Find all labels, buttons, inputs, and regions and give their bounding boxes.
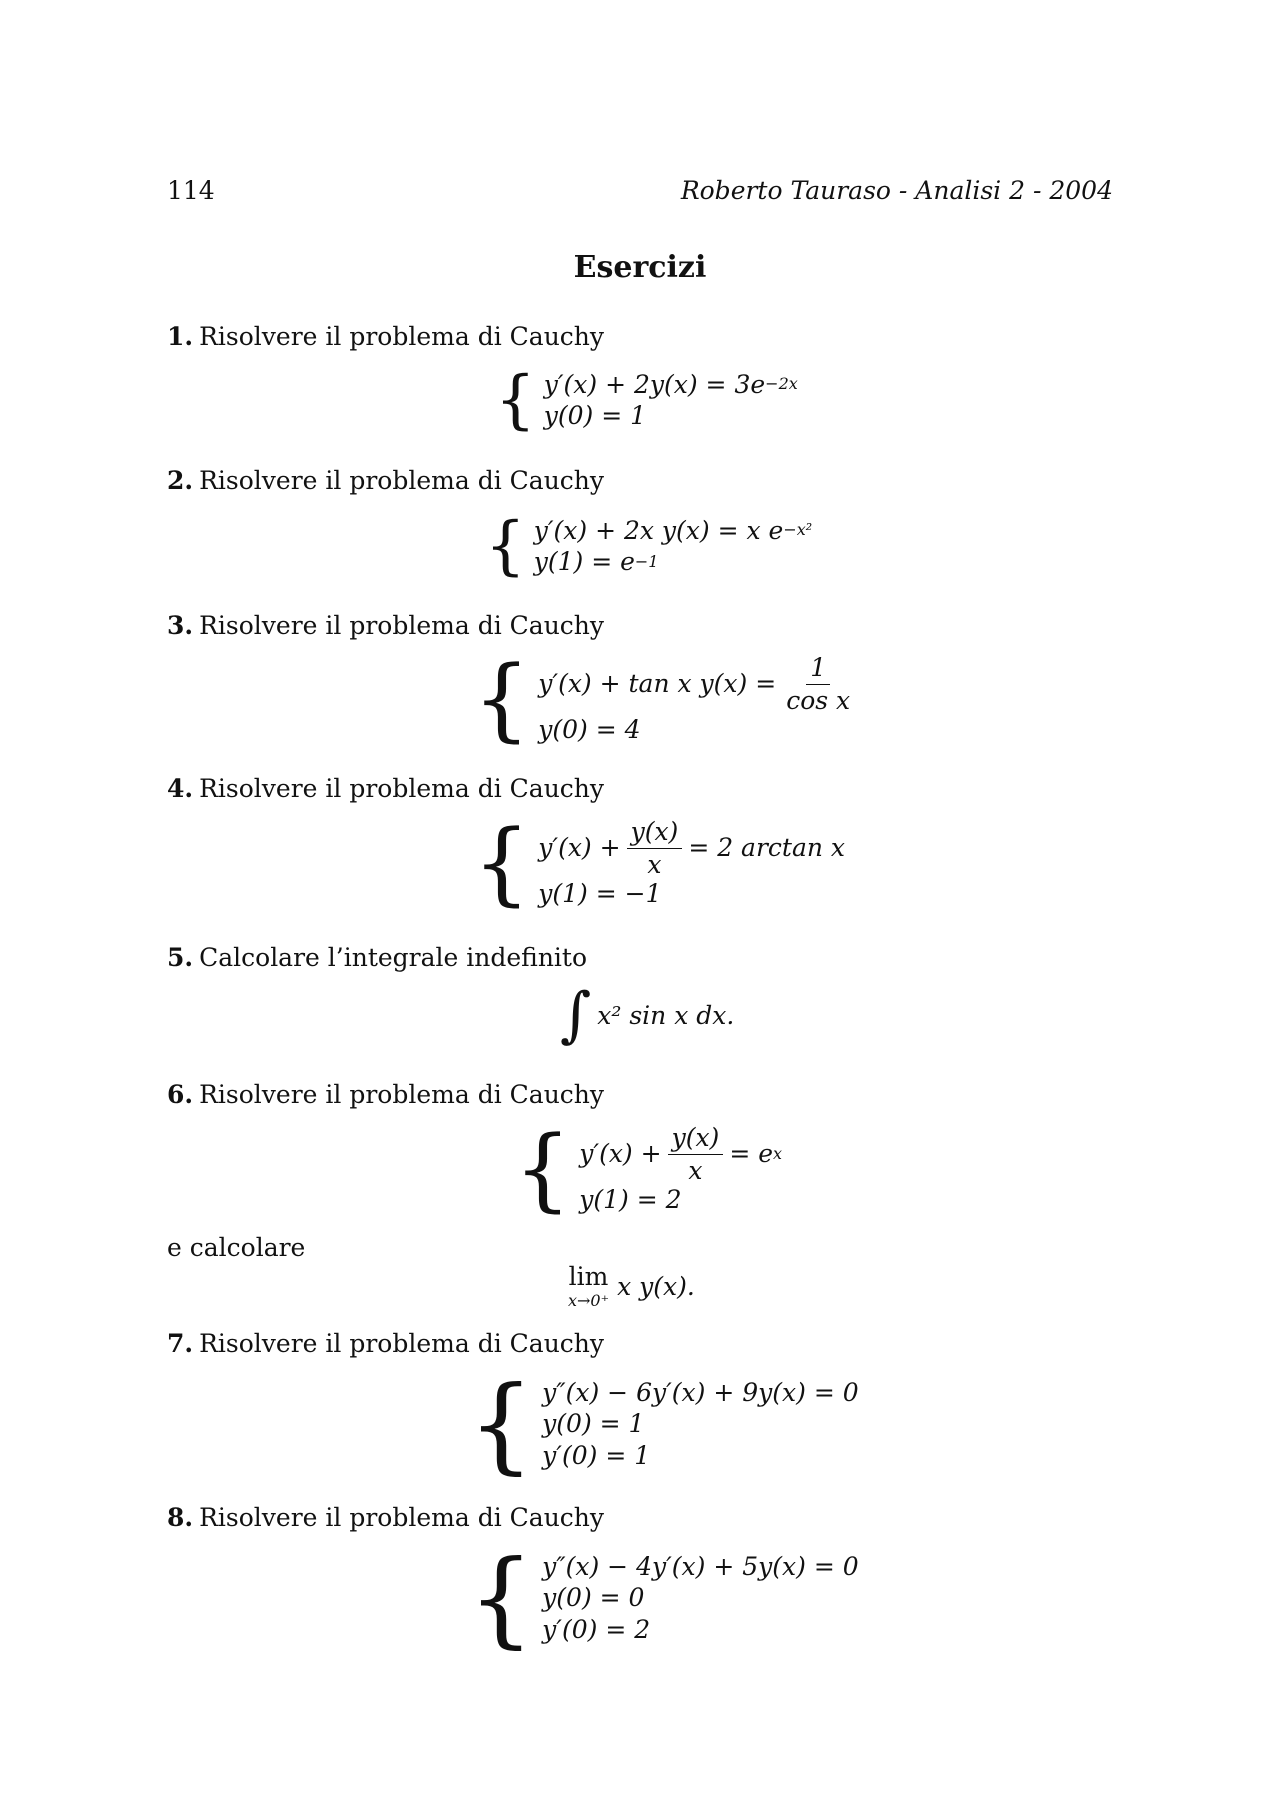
fraction-denominator: x (647, 849, 662, 879)
exponent: x (773, 1144, 783, 1163)
exercise-number: 5. (167, 943, 194, 972)
exercise-4-statement (167, 774, 604, 803)
equation-line: y′(0) = 1 (542, 1440, 651, 1470)
equation-rhs: = e (729, 1139, 774, 1169)
exercise-text: Calcolare l’integrale indefinito (199, 943, 588, 972)
fraction-numerator: y(x) (668, 1124, 724, 1155)
brace-icon: { (473, 646, 531, 752)
equation-line: y′(0) = 2 (542, 1614, 651, 1644)
exercise-5-statement (167, 943, 587, 972)
exercise-2-system (485, 509, 813, 583)
brace-icon: { (514, 1116, 572, 1222)
exercise-text: Risolvere il problema di Cauchy (199, 466, 605, 495)
exponent: −2x (765, 374, 798, 394)
section-title: Esercizi (573, 250, 707, 285)
exercise-6-system (514, 1116, 783, 1222)
equation-line: y(0) = 1 (543, 401, 647, 430)
equation-line: y′(x) + (538, 833, 621, 863)
exercise-1-statement (167, 322, 604, 351)
limit-subscript: x→0⁺ (568, 1291, 610, 1310)
exercise-3-system (473, 646, 860, 752)
exercise-7-system (468, 1363, 859, 1485)
fraction (782, 654, 854, 714)
exercise-text: Risolvere il problema di Cauchy (199, 1080, 605, 1109)
integrand: x² sin x dx. (597, 1000, 735, 1030)
equation-line: y′(x) + 2x y(x) = x e (533, 515, 784, 545)
fraction-denominator: cos x (786, 685, 851, 715)
fraction (668, 1124, 724, 1184)
exercise-8-system (468, 1537, 859, 1659)
exercise-number: 4. (167, 774, 194, 803)
exercise-7-statement (167, 1329, 604, 1358)
integral-expression (560, 980, 735, 1050)
exercise-number: 2. (167, 466, 194, 495)
exercise-3-statement (167, 611, 604, 640)
brace-icon: { (495, 363, 536, 437)
equation-rhs: = 2 arctan x (688, 833, 846, 863)
exercise-text: Risolvere il problema di Cauchy (199, 774, 605, 803)
exercise-text: Risolvere il problema di Cauchy (199, 1503, 605, 1532)
equation-line: y′(x) + tan x y(x) = (538, 669, 777, 699)
exercise-text: Risolvere il problema di Cauchy (199, 611, 605, 640)
equation-line: y″(x) − 6y′(x) + 9y(x) = 0 (542, 1378, 859, 1408)
exercise-text: Risolvere il problema di Cauchy (199, 322, 605, 351)
equation-line: y′(x) + (579, 1139, 662, 1169)
brace-icon: { (473, 810, 531, 916)
running-title: Roberto Tauraso - Analisi 2 - 2004 (680, 176, 1113, 205)
exercise-6-statement (167, 1080, 604, 1109)
exercise-number: 1. (167, 322, 194, 351)
equation-line: y(1) = −1 (538, 879, 662, 908)
e-calcolare-text: e calcolare (167, 1233, 306, 1262)
exercise-4-system (473, 810, 846, 916)
page-number: 114 (167, 176, 215, 205)
exponent: −x² (783, 520, 813, 540)
equation-line: y(1) = e (533, 547, 635, 576)
exercise-number: 8. (167, 1503, 194, 1532)
exercise-1-system (495, 363, 798, 437)
fraction-numerator: 1 (806, 654, 830, 685)
exercise-8-statement (167, 1503, 604, 1532)
limit-word: lim (568, 1262, 609, 1291)
equation-line: y(0) = 4 (538, 715, 641, 744)
fraction-denominator: x (688, 1155, 703, 1185)
fraction-numerator: y(x) (627, 818, 683, 849)
exercise-number: 3. (167, 611, 194, 640)
equation-line: y″(x) − 4y′(x) + 5y(x) = 0 (542, 1552, 859, 1582)
equation-line: y(0) = 0 (542, 1583, 645, 1613)
brace-icon: { (485, 509, 526, 583)
equation-line: y(1) = 2 (579, 1185, 682, 1214)
exercise-2-statement (167, 466, 604, 495)
brace-icon: { (468, 1537, 535, 1659)
fraction (627, 818, 683, 878)
integral-sign-icon: ∫ (560, 980, 592, 1050)
limit-argument: x y(x). (617, 1271, 695, 1301)
exercise-number: 6. (167, 1080, 194, 1109)
equation-line: y′(x) + 2y(x) = 3e (543, 369, 766, 399)
brace-icon: { (468, 1363, 535, 1485)
equation-line: y(0) = 1 (542, 1409, 645, 1439)
exercise-number: 7. (167, 1329, 194, 1358)
limit-expression (568, 1262, 695, 1310)
exercise-text: Risolvere il problema di Cauchy (199, 1329, 605, 1358)
exponent: −1 (634, 551, 659, 571)
